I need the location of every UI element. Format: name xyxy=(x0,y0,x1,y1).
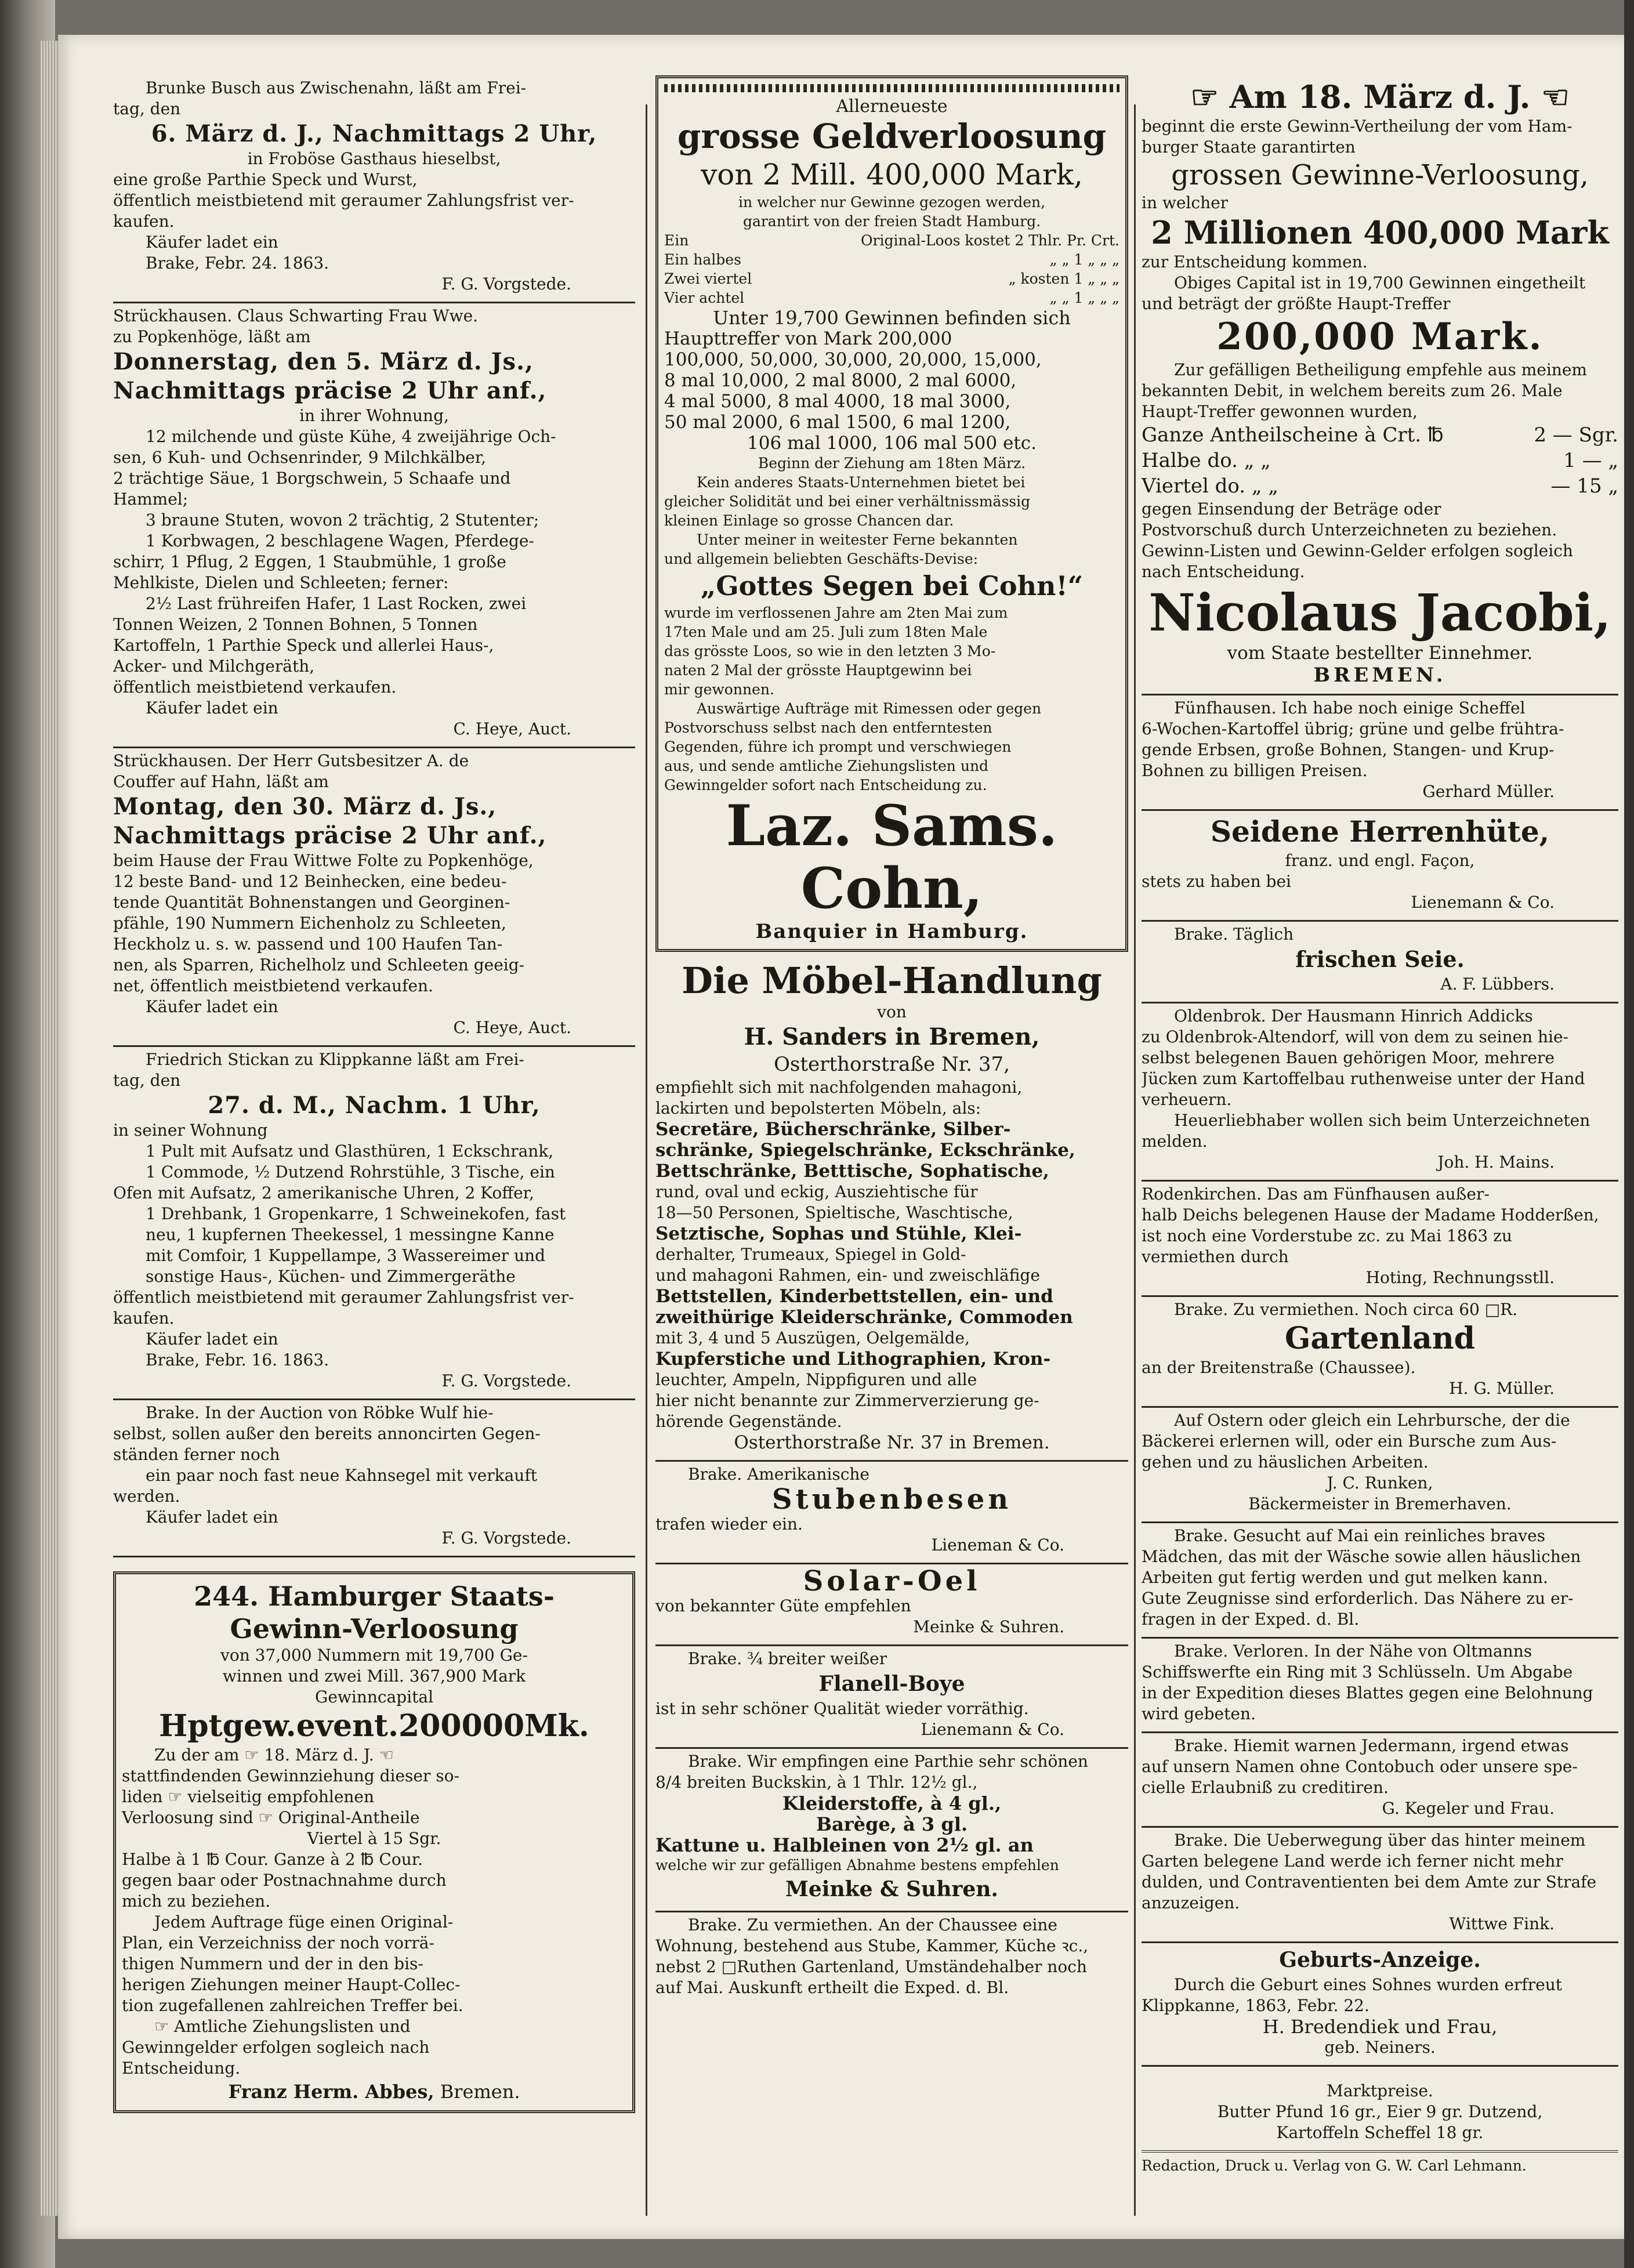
rental-ad-chaussee: Brake. Zu vermiethen. An der Chaussee eine Wohnung, bestehend aus Stube, Kammer, Küche ꝛc., nebst 2 □Ruthen Gartenland, Umständehalber noch auf Mai. Auskunft ertheilt die Exped. d. Bl. xyxy=(655,1915,1089,1997)
room-rental-ad: Rodenkirchen. Das am Fünfhausen außer- halb Deichs belegenen Hause der Madame Hodderßen, ist noch eine Vorderstube zc. zu Mai 1863 zu vermiethen durch Hoting, Rechnungsstll. xyxy=(1142,1182,1618,1297)
imprint: Redaction, Druck u. Verlag von G. W. Carl Lehmann. xyxy=(1142,2157,1527,2174)
column-rule xyxy=(646,104,647,2216)
auction-notice-schwarting: Strückhausen. Claus Schwarting Frau Wwe. zu Popkenhöge, läßt am Donnerstag, den 5. März d. Js., Nachmittags präcise 2 Uhr anf., in ihrer Wohnung, 12 milchende und güste Kühe, 4 zweijährige Och- sen, 6 Kuh- und Ochsenrinder, 9 Milchkälber, 2 trächtige Säue, 1 Borgschwein, 5 Schaafe und Hammel; 3 braune Stuten, wovon 2 trächtig, 2 Stutenter; 1 Korbwagen, 2 beschlagene Wagen, Pferdege- schirr, 1 Pflug, 2 Eggen, 1 Staubmühle, 1 große Mehlkiste, Dielen und Schleeten; ferner: 2½ Last frühreifen Hafer, 1 Last Rocken, zwei Tonnen Weizen, 2 Tonnen Bohnen, 5 Tonnen Kartoffeln, 1 Parthie Speck und allerlei Haus-, Acker- und Milchgeräth, öffentlich meistbietend verkaufen. Käufer ladet ein C. Heye, Auct. xyxy=(113,303,635,748)
column-right xyxy=(1142,75,1618,2227)
credit-warning-ad: Brake. Hiemit warnen Jedermann, irgend etwas auf unsern Namen ohne Contobuch oder unsere spe- cielle Erlaubniß zu creditiren. G. Kegeler und Frau. xyxy=(1142,1733,1618,1828)
column-middle xyxy=(655,75,1128,2227)
auction-notice-stickan: Friedrich Stickan zu Klippkanne läßt am Frei- tag, den 27. d. M., Nachm. 1 Uhr, in seiner Wohnung 1 Pult mit Aufsatz und Glasthüren, 1 Eckschrank, 1 Commode, ½ Dutzend Rohrstühle, 3 Tische, ein Ofen mit Aufsatz, 2 amerikanische Uhren, 2 Koffer, 1 Drehbank, 1 Gropenkarre, 1 Schweinekofen, fast neu, 1 kupfernen Theekessel, 1 messingne Kanne mit Comfoir, 1 Kuppellampe, 3 Wassereimer und sonstige Haus-, Küchen- und Zimmergeräthe öffentlich meistbietend mit geraumer Zahlungsfrist ver- kaufen. Käufer ladet ein Brake, Febr. 16. 1863. F. G. Vorgstede. xyxy=(113,1047,635,1400)
page-stack-edge xyxy=(41,41,60,2216)
fresh-seie-ad: Brake. Täglich frischen Seie. A. F. Lübbers. xyxy=(1142,922,1618,1003)
price-row: Vier achtel „ „ 1 „ „ „ xyxy=(664,289,1119,306)
auction-notice-busch: Brunke Busch aus Zwischenahn, läßt am Frei- tag, den 6. März d. J., Nachmittags 2 Uhr, in Froböse Gasthaus hieselbst, eine große Parthie Speck und Wurst, öffentlich meistbietend mit geraumer Zahlungsfrist ver- kaufen. Käufer ladet ein Brake, Febr. 24. 1863. F. G. Vorgstede. xyxy=(113,75,635,303)
potato-ad: Fünfhausen. Ich habe noch einige Scheffel 6-Wochen-Kartoffel übrig; grüne und gelbe frühtra- gende Erbsen, große Bohnen, Stangen- und Krup- Bohnen zu billigen Preisen. Gerhard Müller. xyxy=(1142,695,1618,811)
market-prices: Marktpreise. Butter Pfund 16 gr., Eier 9 gr. Dutzend, Kartoffeln Scheffel 18 gr. xyxy=(1142,2067,1618,2153)
fabric-ad: Brake. Wir empfingen eine Parthie sehr schönen 8/4 breiten Buckskin, à 1 Thlr. 12½ gl., Kleiderstoffe, à 4 gl., Barège, à 3 gl. Kattune u. Halbleinen von 2½ gl. an welche wir zur gefälligen Abnahme bestens empfehlen Meinke & Suhren. xyxy=(655,1749,1128,1912)
price-row: Zwei viertel „ kosten 1 „ „ „ xyxy=(664,270,1119,287)
birth-announcement: Geburts-Anzeige. Durch die Geburt eines Sohnes wurden erfreut Klippkanne, 1863, Febr. 22. H. Bredendiek und Frau, geb. Neiners. xyxy=(1142,1943,1618,2067)
broom-ad: Brake. Amerikanische Stubenbesen trafen wieder ein. Lieneman & Co. xyxy=(655,1462,1128,1564)
scan-background-right xyxy=(1624,0,1634,2268)
price-row: Ein halbes „ „ 1 „ „ „ xyxy=(664,251,1119,268)
trespass-notice: Brake. Die Ueberwegung über das hinter meinem Garten belegene Land werde ich ferner nicht mehr dulden, und Contraventienten bei dem Amte zur Strafe anzuzeigen. Wittwe Fink. xyxy=(1142,1828,1618,1943)
lottery-ad-abbes: 244. Hamburger Staats- Gewinn-Verloosung von 37,000 Nummern mit 19,700 Ge- winnen und zwei Mill. 367,900 Mark Gewinncapital Hptgew.event.200000Mk. Zu der am ☞ 18. März d. J. ☜ stattfindenden Gewinnziehung dieser so- liden ☞ vielseitig empfohlenen Verloosung sind ☞ Original-Antheile Viertel à 15 Sgr. Halbe à 1 ℔ Cour. Ganze à 2 ℔ Cour. gegen baar oder Postnachnahme durch mich zu beziehen. Jedem Auftrage füge einen Original- Plan, ein Verzeichniss der noch vorrä- thigen Nummern und der in den bis- herigen Ziehungen meiner Haupt-Collec- tion zugefallenen zahlreichen Treffer bei. ☞ Amtliche Ziehungslisten und Gewinngelder erfolgen sogleich nach Entscheidung. Franz Herm. Abbes, Bremen. xyxy=(113,1571,635,2113)
share-price-row: Ganze Antheilscheine à Crt. ℔ 2 — Sgr. xyxy=(1142,423,1618,447)
pointing-hand-icon: ☜ xyxy=(1541,78,1570,115)
flannel-ad: Brake. ¾ breiter weißer Flanell-Boye ist in sehr schöner Qualität wieder vorräthig. Lienemann & Co. xyxy=(655,1646,1128,1749)
abbes-signature: Franz Herm. Abbes, Bremen. xyxy=(228,2081,520,2103)
solar-oil-ad: Solar-Oel von bekannter Güte empfehlen Meinke & Suhren. xyxy=(655,1564,1128,1646)
ornament-border xyxy=(664,84,1119,92)
silk-hats-ad: Seidene Herrenhüte, franz. und engl. Façon, stets zu haben bei Lienemann & Co. xyxy=(1142,811,1618,922)
lottery-ad-jacobi: ☞ Am 18. März d. J. ☜ beginnt die erste Gewinn-Vertheilung der vom Ham- burger Staate garantirten grossen Gewinne-Verloosung, in welcher 2 Millionen 400,000 Mark zur Entscheidung kommen. Obiges Capital ist in 19,700 Gewinnen eingetheilt und beträgt der größte Haupt-Treffer 200,000 Mark. Zur gefälligen Betheiligung empfehle aus meinem bekannten Debit, in welchem bereits zum 26. Male Haupt-Treffer gewonnen wurden, Ganze Antheilscheine à Crt. ℔ 2 — Sgr. Halbe do. „ „ 1 — „ Viertel do. „ „ — 15 „ gegen Einsendung der Beträge oder Postvorschuß durch Unterzeichneten zu beziehen. Gewinn-Listen und Gewinn-Gelder erfolgen sogleich nach Entscheidung. Nicolaus Jacobi, vom Staate bestellter Einnehmer. BREMEN. xyxy=(1142,75,1618,695)
lottery-header: ☞ Am 18. März d. J. ☜ xyxy=(1190,78,1570,115)
garden-land-ad: Brake. Zu vermiethen. Noch circa 60 □R. Gartenland an der Breitenstraße (Chaussee). H. G. Müller. xyxy=(1142,1297,1618,1408)
furniture-ad-sanders: Die Möbel-Handlung von H. Sanders in Bremen, Osterthorstraße Nr. 37, empfiehlt sich mit nachfolgenden mahagoni, lackirten und bepolsterten Möbeln, als: Secretäre, Bücherschränke, Silber- schränke, Spiegelschränke, Eckschränke, Bettschränke, Betttische, Sophatische, rund, oval und eckig, Ausziehtische für 18—50 Personen, Spieltische, Waschtische, Setztische, Sophas und Stühle, Klei- derhalter, Trumeaux, Spiegel in Gold- und mahagoni Rahmen, ein- und zweischläfige Bettstellen, Kinderbettstellen, ein- und zweithürige Kleiderschränke, Commoden mit 3, 4 und 5 Auszügen, Oelgemälde, Kupferstiche und Lithographien, Kron- leuchter, Ampeln, Nippfiguren und alle hier nicht benannte zur Zimmerverzierung ge- hörende Gegenstände. Osterthorstraße Nr. 37 in Bremen. xyxy=(655,958,1128,1462)
pointing-hand-icon: ☞ xyxy=(1190,78,1219,115)
lottery-ad-cohn: Allerneueste grosse Geldverloosung von 2 Mill. 400,000 Mark, in welcher nur Gewinne gezogen werden, garantirt von der freien Stadt Hamburg. Ein Original-Loos kostet 2 Thlr. Pr. Crt. Ein halbes „ „ 1 „ „ „ Zwei viertel „ kosten 1 „ „ „ Vier achtel „ „ 1 „ „ „ Unter 19,700 Gewinnen befinden sich Haupttreffer von Mark 200,000 100,000, 50,000, 30,000, 20,000, 15,000, 8 mal 10,000, 2 mal 8000, 2 mal 6000, 4 mal 5000, 8 mal 4000, 18 mal 3000, 50 mal 2000, 6 mal 1500, 6 mal 1200, 106 mal 1000, 106 mal 500 etc. Beginn der Ziehung am 18ten März. Kein anderes Staats-Unternehmen bietet bei gleicher Solidität und bei einer verhältnissmässig kleinen Einlage so grosse Chancen dar. Unter meiner in weitester Ferne bekannten und allgemein beliebten Geschäfts-Devise: „Gottes Segen bei Cohn!“ wurde im verflossenen Jahre am 2ten Mai zum 17ten Male und am 25. Juli zum 18ten Male das grösste Loos, so wie in den letzten 3 Mo- naten 2 Mal der grösste Hauptgewinn bei mir gewonnen. Auswärtige Aufträge mit Rimessen oder gegen Postvorschuss selbst nach den entferntesten Gegenden, führe ich prompt und verschwiegen aus, und sende amtliche Ziehungslisten und Gewinngelder sofort nach Entscheidung zu. Laz. Sams. Cohn, Banquier in Hamburg. xyxy=(655,75,1128,952)
column-rule xyxy=(1134,104,1136,2216)
lost-ring-ad: Brake. Verloren. In der Nähe von Oltmanns Schiffswerfte ein Ring mit 3 Schlüsseln. Um Abgabe in der Expedition dieses Blattes gegen eine Belohnung wird gebeten. xyxy=(1142,1639,1618,1733)
share-price-row: Viertel do. „ „ — 15 „ xyxy=(1142,474,1618,498)
auction-notice-couffer: Strückhausen. Der Herr Gutsbesitzer A. de Couffer auf Hahn, läßt am Montag, den 30. März d. Js., Nachmittags präcise 2 Uhr anf., beim Hause der Frau Wittwe Folte zu Popkenhöge, 12 beste Band- und 12 Beinhecken, eine bedeu- tende Quantität Bohnenstangen und Georginen- pfähle, 190 Nummern Eichenholz zu Schleeten, Heckholz u. s. w. passend und 100 Haufen Tan- nen, als Sparren, Richelholz und Schleeten geeig- net, öffentlich meistbietend verkaufen. Käufer ladet ein C. Heye, Auct. xyxy=(113,748,635,1047)
apprentice-ad: Auf Ostern oder gleich ein Lehrbursche, der die Bäckerei erlernen will, oder ein Bursche zum Aus- gehen und zu häuslichen Arbeiten. J. C. Runken, Bäckermeister in Bremerhaven. xyxy=(1142,1408,1618,1523)
auction-notice-wulf: Brake. In der Auction von Röbke Wulf hie- selbst, sollen außer den bereits annoncirten Gegen- ständen ferner noch ein paar noch fast neue Kahnsegel mit verkauft werden. Käufer ladet ein F. G. Vorgstede. xyxy=(113,1400,635,1557)
moor-rental-ad: Oldenbrok. Der Hausmann Hinrich Addicks zu Oldenbrok-Altendorf, will von dem zu seinen hie- selbst belegenen Bauen gehörigen Moor, mehrere Jücken zum Kartoffelbau ruthenweise unter der Hand verheuern. Heuerliebhaber wollen sich beim Unterzeichneten melden. Joh. H. Mains. xyxy=(1142,1003,1618,1182)
column-left xyxy=(113,75,635,2227)
maid-wanted-ad: Brake. Gesucht auf Mai ein reinliches braves Mädchen, das mit der Wäsche sowie allen häuslichen Arbeiten gut fertig werden und gut melken kann. Gute Zeugnisse sind erforderlich. Das Nähere zu er- fragen in der Exped. d. Bl. xyxy=(1142,1523,1618,1639)
price-row: Ein Original-Loos kostet 2 Thlr. Pr. Crt. xyxy=(664,232,1119,249)
share-price-row: Halbe do. „ „ 1 — „ xyxy=(1142,449,1618,472)
